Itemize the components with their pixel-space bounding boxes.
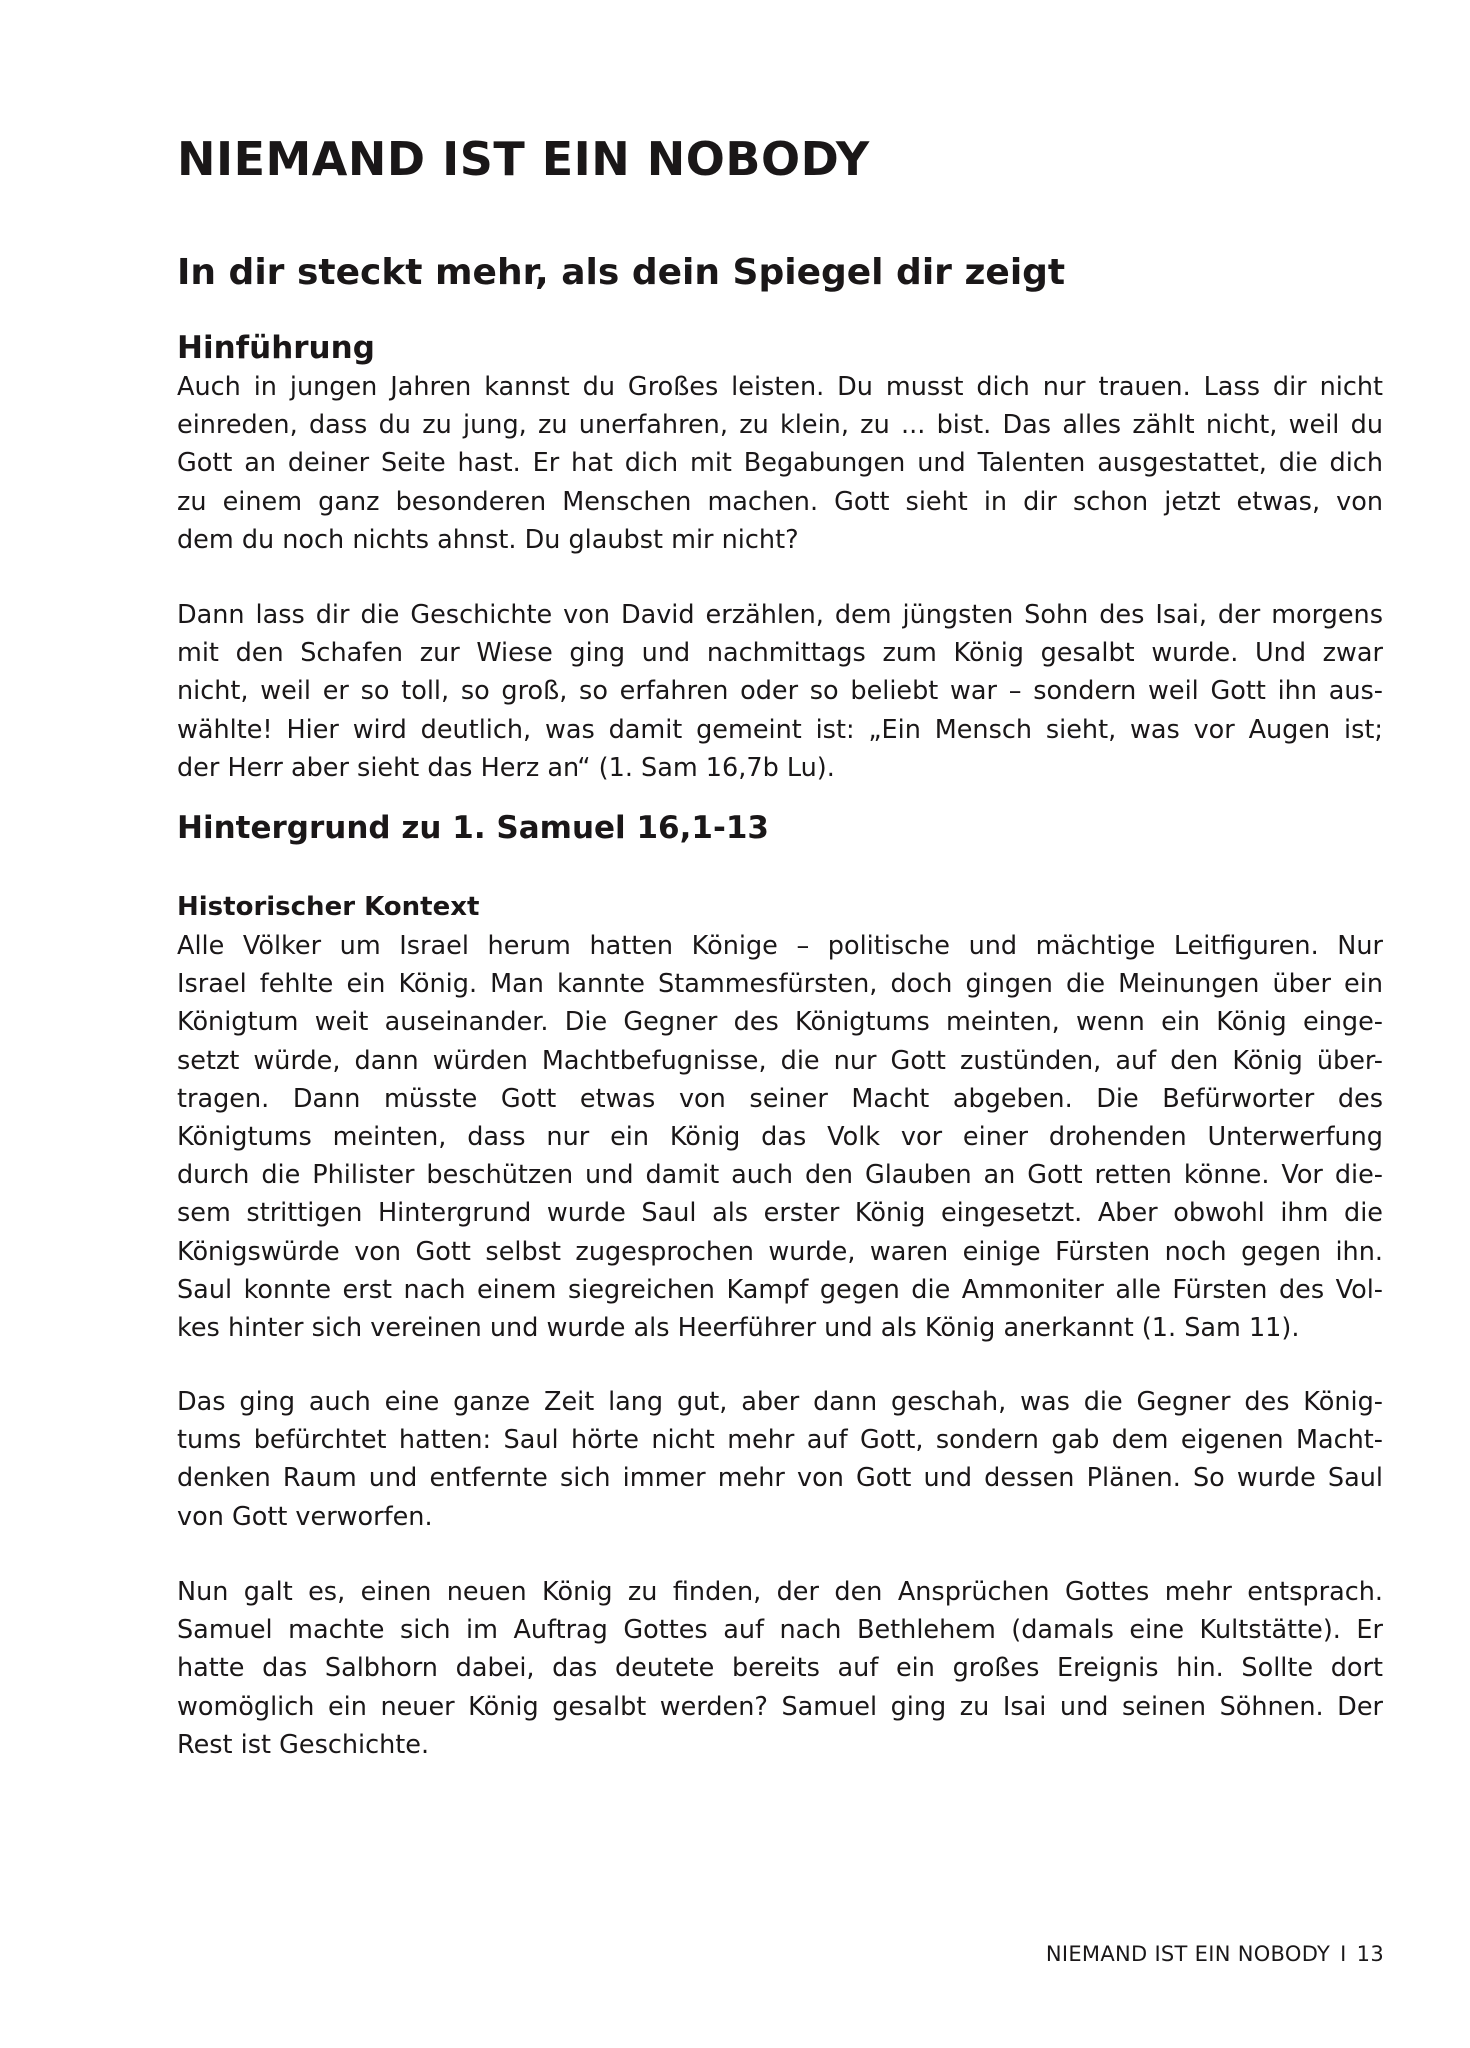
section-heading-hinfuehrung: Hinführung — [177, 330, 375, 366]
text-line: tums befürchtet hatten: Saul hörte nicht mehr auf Gott, sondern gab dem eigenen Macht- — [177, 1425, 1383, 1456]
text-line: Saul konnte erst nach einem siegreichen Kampf gegen die Ammoniter alle Fürsten des Vol- — [177, 1274, 1383, 1305]
footer-separator: I — [1340, 1942, 1347, 1966]
page-subtitle: In dir steckt mehr, als dein Spiegel dir zeigt — [177, 252, 1066, 293]
text-line: Auch in jungen Jahren kannst du Großes leisten. Du musst dich nur trauen. Lass dir nicht — [177, 372, 1383, 402]
text-line: Alle Völker um Israel herum hatten Könige – politische und mächtige Leitfiguren. Nur — [177, 931, 1383, 961]
text-line: Königtum weit auseinander. Die Gegner des Königtums meinten, wenn ein König einge- — [177, 1007, 1383, 1038]
text-line: einreden, dass du zu jung, zu unerfahren, zu klein, zu ... bist. Das alles zählt nicht, weil du — [177, 410, 1383, 441]
text-line: Königtums meinten, dass nur ein König das Volk vor einer drohenden Unterwerfung — [177, 1121, 1383, 1152]
text-line: kes hinter sich vereinen und wurde als Heerführer und als König anerkannt (1. Sam 11). — [177, 1312, 1300, 1343]
footer-running-title: NIEMAND IST EIN NOBODY — [1045, 1942, 1331, 1966]
text-line: wählte! Hier wird deutlich, was damit gemeint ist: „Ein Mensch sieht, was vor Augen ist; — [177, 714, 1383, 745]
text-line: Das ging auch eine ganze Zeit lang gut, aber dann geschah, was die Gegner des König- — [177, 1387, 1383, 1417]
page-footer — [1046, 1942, 1384, 1966]
text-line: Dann lass dir die Geschichte von David erzählen, dem jüngsten Sohn des Isai, der morgens — [177, 600, 1383, 630]
page-title: NIEMAND IST EIN NOBODY — [177, 132, 870, 186]
text-line: der Herr aber sieht das Herz an“ (1. Sam 16,7b Lu). — [177, 752, 835, 783]
text-line: denken Raum und entfernte sich immer mehr von Gott und dessen Plänen. So wurde Saul — [177, 1463, 1383, 1494]
text-line: Samuel machte sich im Auftrag Gottes auf nach Bethlehem (damals eine Kultstätte). Er — [177, 1615, 1383, 1646]
intro-paragraph-2 — [177, 596, 1383, 787]
text-line: dem du noch nichts ahnst. Du glaubst mir nicht? — [177, 524, 799, 555]
text-line: hatte das Salbhorn dabei, das deutete bereits auf ein großes Ereignis hin. Sollte dort — [177, 1653, 1383, 1684]
text-line: Gott an deiner Seite hast. Er hat dich mit Begabungen und Talenten ausgestattet, die dich — [177, 448, 1383, 479]
section-heading-hintergrund: Hintergrund zu 1. Samuel 16,1-13 — [177, 810, 769, 846]
text-line: Nun galt es, einen neuen König zu finden, der den Ansprüchen Gottes mehr entsprach. — [177, 1577, 1383, 1607]
subsection-heading-historischer-kontext: Historischer Kontext — [177, 892, 480, 922]
text-line: tragen. Dann müsste Gott etwas von seiner Macht abgeben. Die Befürworter des — [177, 1083, 1383, 1114]
text-line: womöglich ein neuer König gesalbt werden? Samuel ging zu Isai und seinen Söhnen. Der — [177, 1691, 1383, 1722]
text-line: durch die Philister beschützen und damit auch den Glauben an Gott retten könne. Vor die- — [177, 1160, 1383, 1191]
text-line: sem strittigen Hintergrund wurde Saul als erster König eingesetzt. Aber obwohl ihm die — [177, 1198, 1383, 1229]
text-line: Rest ist Geschichte. — [177, 1729, 430, 1760]
background-paragraph-1 — [177, 927, 1383, 1347]
text-line: nicht, weil er so toll, so groß, so erfahren oder so beliebt war – sondern weil Gott ihn aus- — [177, 676, 1383, 707]
text-line: Königswürde von Gott selbst zugesprochen wurde, waren einige Fürsten noch gegen ihn. — [177, 1236, 1383, 1267]
background-paragraph-3 — [177, 1573, 1383, 1764]
text-line: setzt würde, dann würden Machtbefugnisse, die nur Gott zustünden, auf den König über- — [177, 1045, 1383, 1076]
text-line: Israel fehlte ein König. Man kannte Stammesfürsten, doch gingen die Meinungen über ein — [177, 969, 1383, 1000]
text-line: zu einem ganz besonderen Menschen machen. Gott sieht in dir schon jetzt etwas, von — [177, 486, 1383, 517]
page-number: 13 — [1356, 1942, 1384, 1966]
background-paragraph-2 — [177, 1383, 1383, 1536]
text-line: mit den Schafen zur Wiese ging und nachmittags zum König gesalbt wurde. Und zwar — [177, 638, 1383, 669]
text-line: von Gott verworfen. — [177, 1501, 433, 1532]
intro-paragraph-1 — [177, 368, 1383, 559]
